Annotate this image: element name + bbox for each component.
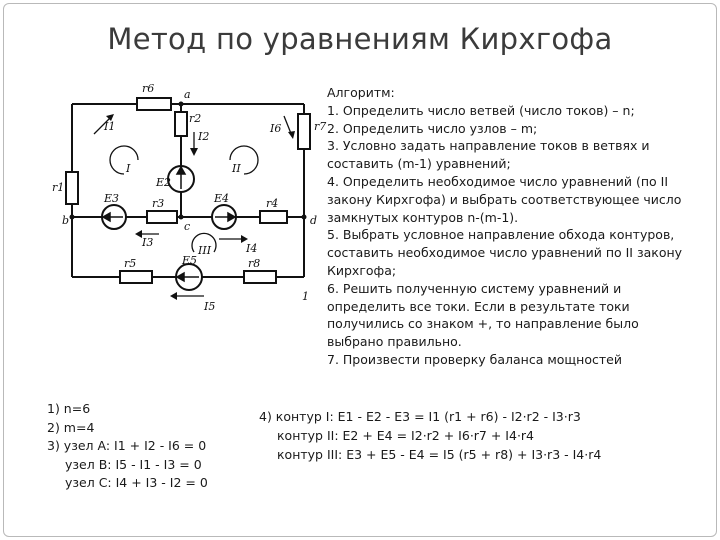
- label-e3: E3: [104, 192, 120, 205]
- algorithm-block: [327, 84, 697, 369]
- resistor-r5: [120, 271, 152, 283]
- label-c: c: [184, 220, 191, 233]
- loop-label-1: I: [126, 162, 131, 175]
- circuit-diagram: [34, 74, 354, 324]
- loop-label-2: II: [232, 162, 241, 175]
- label-i4: I4: [246, 242, 258, 255]
- equation-loop-3: контур III: E3 + E5 - E4 = I5 (r5 + r8) + I3·r3 - I4·r4: [277, 447, 602, 462]
- label-e5: E5: [182, 254, 198, 267]
- label-i2: I2: [198, 130, 210, 143]
- answer-node-a: 3) узел A: I1 + I2 - I6 = 0: [47, 438, 207, 453]
- resistor-r2: [175, 112, 187, 136]
- algorithm-step: 5. Выбрать условное направление обхода контуров, составить необходимое число уравнений по II закону Кирхгофа;: [327, 227, 683, 278]
- label-i5: I5: [204, 300, 216, 313]
- algorithm-step: 2. Определить число узлов – m;: [327, 120, 538, 136]
- algorithm-step: 1. Определить число ветвей (число токов) – n;: [327, 102, 635, 118]
- label-i6: I6: [270, 122, 282, 135]
- algorithm-step: 3. Условно задать направление токов в ветвях и составить (m-1) уравнений;: [327, 138, 650, 172]
- loop-label-3: III: [198, 244, 212, 257]
- label-r1: r1: [52, 181, 65, 194]
- resistor-r3: [147, 211, 177, 223]
- node-c: [179, 215, 184, 220]
- answers-block: [47, 400, 208, 493]
- label-r2: r2: [189, 112, 202, 125]
- resistor-r1: [66, 172, 78, 204]
- label-r3: r3: [152, 197, 165, 210]
- equation-loop-1: 4) контур I: E1 - E2 - E3 = I1 (r1 + r6) - I2·r2 - I3·r3: [259, 409, 581, 424]
- label-r4: r4: [266, 197, 279, 210]
- label-e4: E4: [214, 192, 230, 205]
- answer-node-c: узел C: I4 + I3 - I2 = 0: [65, 475, 208, 490]
- node-b: [70, 215, 75, 220]
- label-a: a: [184, 88, 191, 101]
- resistor-r4: [260, 211, 287, 223]
- answer-n: 1) n=6: [47, 401, 91, 416]
- slide: [3, 3, 717, 537]
- label-i3: I3: [142, 236, 154, 249]
- algorithm-step: 6. Решить полученную систему уравнений и определить все токи. Если в результате токи получились со знаком +, то направление было выбрано правильно.: [327, 280, 639, 350]
- page-title: Метод по уравнениям Кирхгофа: [107, 22, 613, 56]
- equation-loop-2: контур II: E2 + E4 = I2·r2 + I6·r7 + I4·r4: [277, 428, 535, 443]
- node-d: [302, 215, 307, 220]
- answer-m: 2) m=4: [47, 419, 95, 435]
- algorithm-step: 4. Определить необходимое число уравнений (по II закону Кирхгофа) и выбрать соответствующее число замкнутых контуров n-(m-1).: [327, 173, 682, 225]
- answer-node-b: узел B: I5 - I1 - I3 = 0: [65, 456, 202, 472]
- label-r5: r5: [124, 257, 137, 270]
- resistor-r8: [244, 271, 276, 283]
- label-b: b: [62, 214, 70, 227]
- label-r8: r8: [248, 257, 261, 270]
- algorithm-step: 7. Произвести проверку баланса мощностей: [327, 351, 622, 367]
- node-a: [179, 102, 184, 107]
- resistor-r7: [298, 114, 310, 149]
- label-i1: I1: [104, 120, 116, 133]
- algorithm-heading: Алгоритм:: [327, 85, 395, 100]
- resistor-r6: [137, 98, 171, 110]
- label-r7: r7: [314, 120, 327, 133]
- label-d: d: [310, 214, 318, 227]
- equations-block: [259, 407, 601, 464]
- label-r6: r6: [142, 82, 155, 95]
- corner-mark: 1: [302, 290, 309, 303]
- label-e2: E2: [156, 176, 172, 189]
